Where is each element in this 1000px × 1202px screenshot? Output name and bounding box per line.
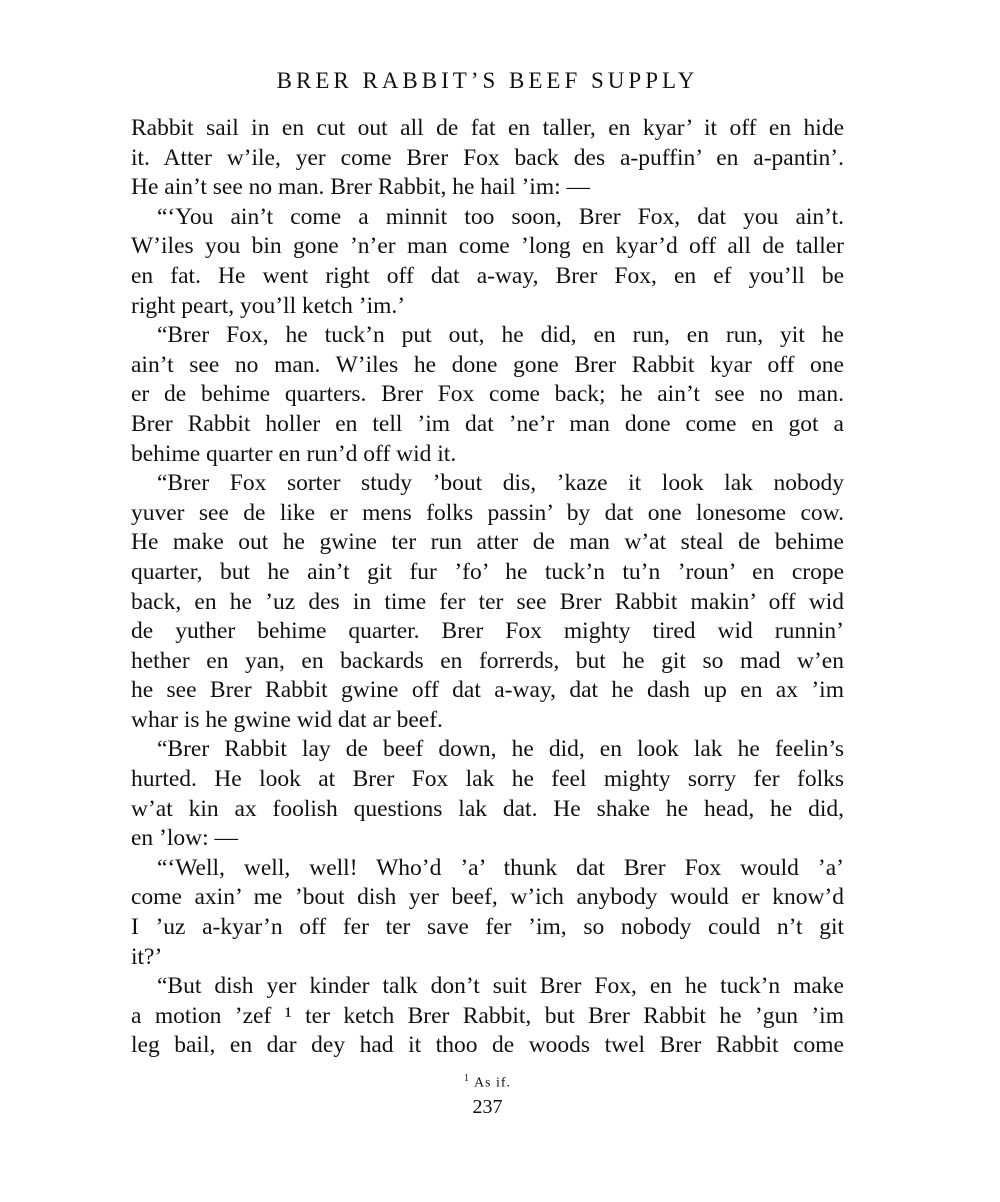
text-line: “Brer Fox sorter study ’bout dis, ’kaze it look lak nobody	[157, 470, 844, 497]
text-line: “Brer Rabbit lay de beef down, he did, en look lak he feelin’s	[157, 736, 844, 763]
text-line: hurted. He look at Brer Fox lak he feel mighty sorry fer folks	[131, 766, 844, 793]
text-line: come axin’ me ’bout dish yer beef, w’ich anybody would er know’d	[131, 884, 844, 911]
text-line: en ’low: —	[131, 825, 239, 852]
footnote-marker: 1	[463, 1073, 470, 1084]
text-line: whar is he gwine wid dat ar beef.	[131, 706, 443, 733]
text-line: Brer Rabbit holler en tell ’im dat ’ne’r man done come en got a	[131, 410, 844, 437]
text-line: back, en he ’uz des in time fer ter see Brer Rabbit makin’ off wid	[131, 588, 844, 615]
page-number: 237	[472, 1096, 503, 1118]
text-line: ain’t see no man. W’iles he done gone Brer Rabbit kyar off one	[131, 351, 844, 378]
text-line: behime quarter en run’d off wid it.	[131, 440, 457, 467]
footnote	[130, 1073, 845, 1092]
text-line: “But dish yer kinder talk don’t suit Brer Fox, en he tuck’n make	[157, 973, 844, 1000]
running-title: BRER RABBIT’S BEEF SUPPLY	[276, 68, 699, 93]
footnote-text: As if.	[473, 1075, 512, 1091]
text-line: Rabbit sail in en cut out all de fat en taller, en kyar’ it off en hide	[131, 115, 844, 141]
text-line: de yuther behime quarter. Brer Fox mighty tired wid runnin’	[131, 618, 844, 645]
text-line: hether en yan, en backards en forrerds, but he git so mad w’en	[131, 647, 844, 674]
text-line: He make out he gwine ter run atter de man w’at steal de behime	[131, 529, 844, 556]
text-line: leg bail, en dar dey had it thoo de woods twel Brer Rabbit come	[131, 1032, 844, 1059]
text-line: right peart, you’ll ketch ’im.’	[131, 292, 406, 319]
text-line: he see Brer Rabbit gwine off dat a-way, dat he dash up en ax ’im	[131, 677, 844, 704]
text-line: er de behime quarters. Brer Fox come back; he ain’t see no man.	[131, 381, 844, 408]
text-line: it?’	[131, 943, 163, 970]
text-line: a motion ’zef ¹ ter ketch Brer Rabbit, but Brer Rabbit he ’gun ’im	[131, 1002, 844, 1029]
text-line: “‘You ain’t come a minnit too soon, Brer Fox, dat you ain’t.	[157, 203, 844, 230]
text-line: en fat. He went right off dat a-way, Brer Fox, en ef you’ll be	[131, 262, 844, 289]
text-line: “‘Well, well, well! Who’d ’a’ thunk dat Brer Fox would ’a’	[157, 854, 844, 881]
text-line: He ain’t see no man. Brer Rabbit, he hail ’im: —	[131, 174, 591, 201]
text-line: I ’uz a-kyar’n off fer ter save fer ’im, so nobody could n’t git	[131, 914, 844, 941]
body-text	[131, 114, 844, 1061]
text-line: w’at kin ax foolish questions lak dat. He shake he head, he did,	[131, 795, 844, 822]
text-line: it. Atter w’ile, yer come Brer Fox back des a-puffin’ en a-pantin’.	[131, 144, 844, 171]
text-line: W’iles you bin gone ’n’er man come ’long en kyar’d off all de taller	[131, 233, 844, 260]
text-line: quarter, but he ain’t git fur ’fo’ he tuck’n tu’n ’roun’ en crope	[131, 558, 844, 585]
text-line: yuver see de like er mens folks passin’ by dat one lonesome cow.	[131, 499, 844, 526]
text-line: “Brer Fox, he tuck’n put out, he did, en run, en run, yit he	[157, 322, 844, 349]
